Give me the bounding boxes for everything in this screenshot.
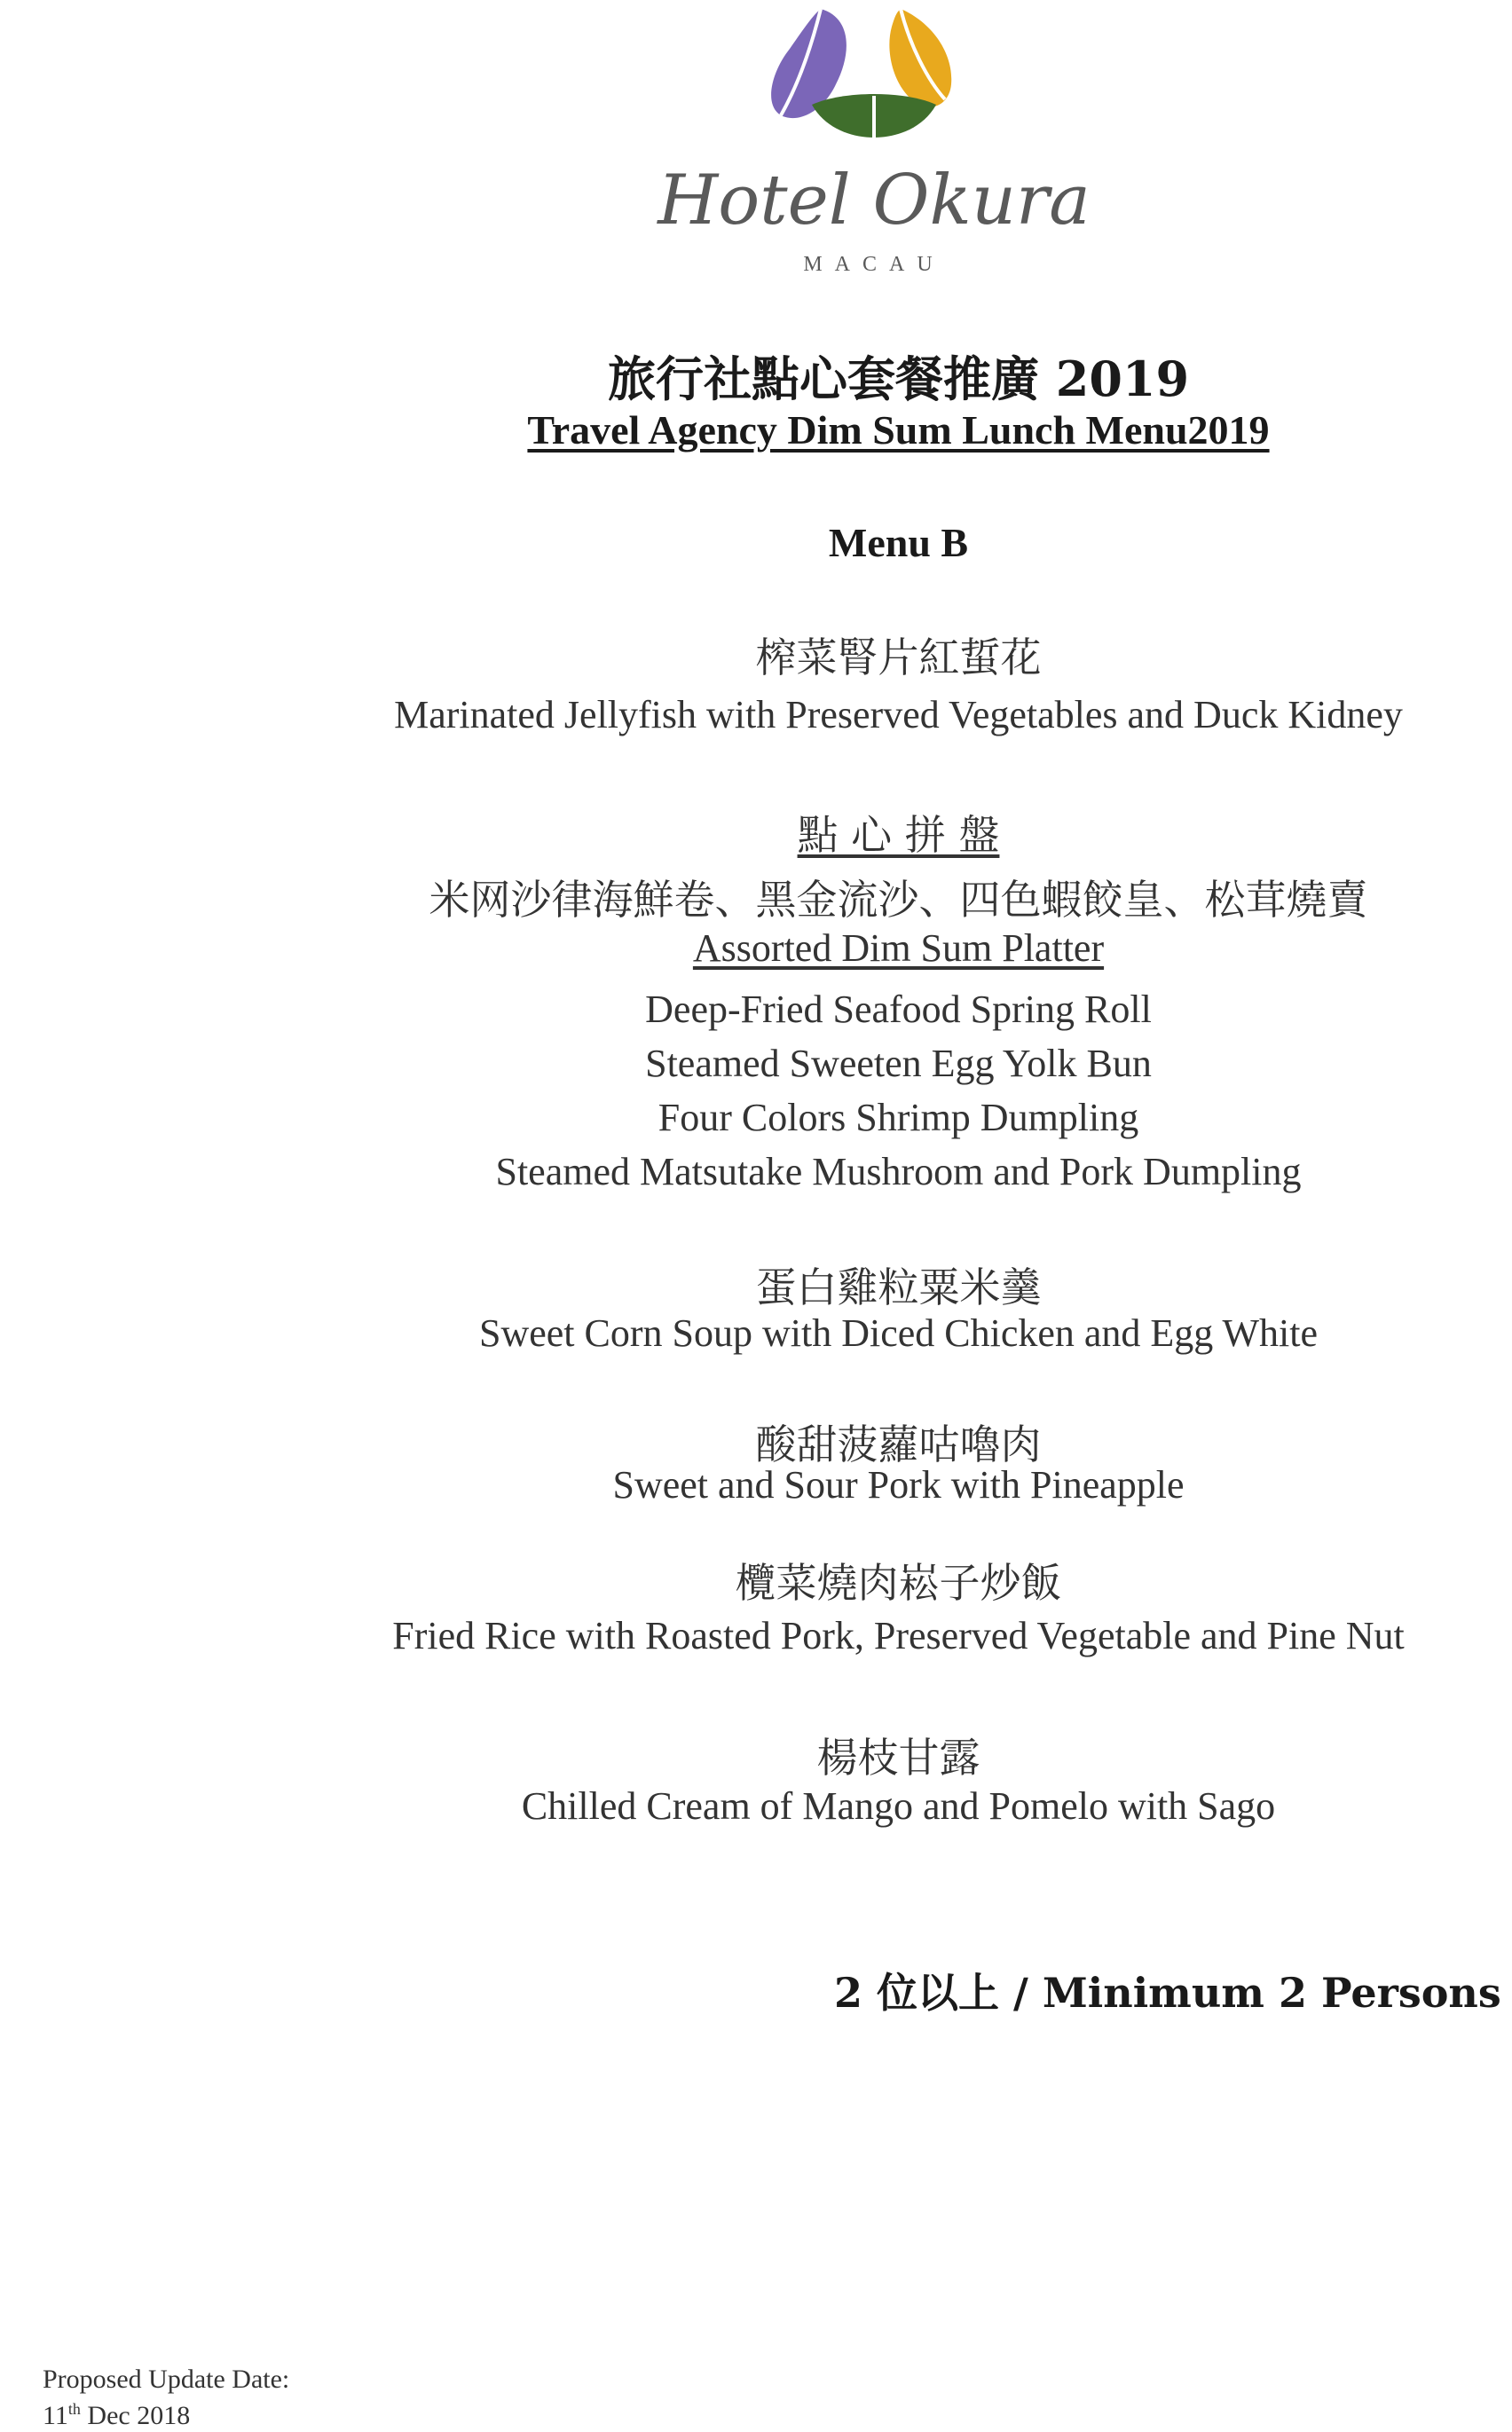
dish-1-en: Marinated Jellyfish with Preserved Vegetables and Duck Kidney	[394, 693, 1403, 736]
minimum-persons: 2 位以上 / Minimum 2 Persons	[834, 1969, 1501, 2017]
dish-1-cn: 榨菜腎片紅蜇花	[755, 634, 1042, 681]
yellow-petal-icon	[889, 9, 951, 107]
dimsum-items-cn: 米网沙律海鮮卷、黑金流沙、四色蝦餃皇、松茸燒賣	[429, 876, 1368, 924]
dish-6-cn: 楊枝甘露	[816, 1734, 980, 1782]
footer-update-date	[43, 2400, 190, 2431]
dimsum-item-3: Four Colors Shrimp Dumpling	[658, 1096, 1139, 1139]
hotel-okura-logo	[639, 0, 1136, 284]
dish-5-cn: 欖菜燒肉崧子炒飯	[735, 1559, 1062, 1607]
menu-label: Menu B	[828, 520, 969, 565]
dimsum-heading-en: Assorted Dim Sum Platter	[692, 926, 1105, 970]
footer-update-label: Proposed Update Date:	[43, 2365, 290, 2394]
dish-4-cn: 酸甜菠蘿咕嚕肉	[755, 1421, 1042, 1468]
logo-location: MACAU	[803, 253, 945, 276]
logo-wordmark: Hotel Okura	[658, 161, 1091, 240]
title-chinese: 旅行社點心套餐推廣 2019	[607, 350, 1190, 407]
dimsum-item-2: Steamed Sweeten Egg Yolk Bun	[645, 1042, 1152, 1085]
footer-month-year: Dec 2018	[87, 2401, 191, 2430]
footer-day-suffix: th	[67, 2400, 81, 2418]
dish-4-en: Sweet and Sour Pork with Pineapple	[612, 1463, 1185, 1507]
dimsum-item-4: Steamed Matsutake Mushroom and Pork Dumpling	[495, 1150, 1302, 1193]
dish-3-cn: 蛋白雞粒粟米羹	[755, 1263, 1042, 1311]
dish-3-en: Sweet Corn Soup with Diced Chicken and Egg White	[478, 1311, 1319, 1355]
logo-graphic	[639, 0, 1136, 284]
dimsum-item-1: Deep-Fried Seafood Spring Roll	[645, 988, 1152, 1031]
footer-day: 11	[43, 2401, 68, 2430]
title-english: Travel Agency Dim Sum Lunch Menu2019	[527, 407, 1270, 453]
dish-6-en: Chilled Cream of Mango and Pomelo with Sago	[521, 1784, 1276, 1828]
dish-5-en: Fried Rice with Roasted Pork, Preserved Vegetable and Pine Nut	[392, 1614, 1405, 1657]
dimsum-heading-cn: 點 心 拼 盤	[797, 811, 1000, 859]
